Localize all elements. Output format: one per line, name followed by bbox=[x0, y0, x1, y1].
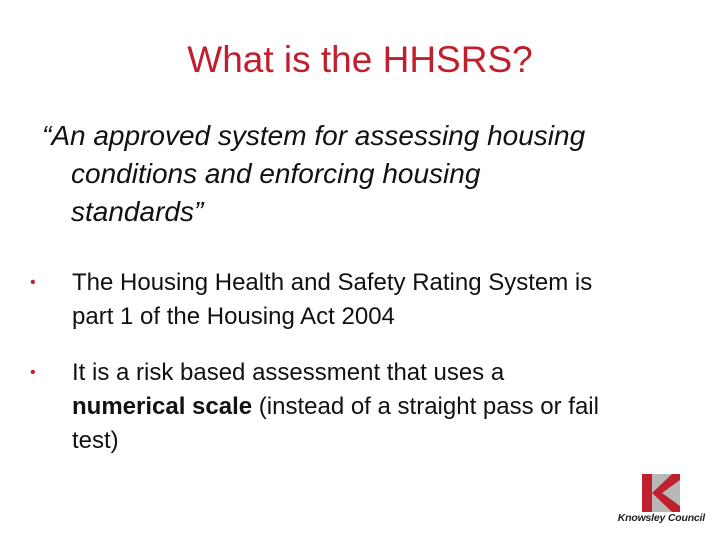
logo-text: Knowsley Council bbox=[617, 512, 705, 524]
bullet-text: part 1 of the Housing Act 2004 bbox=[72, 303, 395, 330]
bullet-item bbox=[30, 266, 700, 334]
logo-k-icon bbox=[642, 474, 680, 512]
emphasis-text: numerical scale bbox=[72, 393, 253, 420]
quote-line: “An approved system for assessing housing bbox=[42, 120, 586, 151]
bullet-text: The Housing Health and Safety Rating System is bbox=[72, 269, 593, 296]
council-logo bbox=[605, 472, 705, 528]
bullet-text: It is a risk based assessment that uses a bbox=[72, 359, 505, 386]
bullet-text bbox=[30, 390, 700, 424]
definition-quote bbox=[42, 117, 702, 231]
bullet-marker: • bbox=[30, 274, 36, 291]
bullet-text-rest: (instead of a straight pass or fail bbox=[252, 393, 599, 420]
bullet-text: test) bbox=[72, 427, 119, 454]
bullet-marker: • bbox=[30, 364, 36, 381]
quote-line: standards” bbox=[71, 196, 204, 227]
quote-line: conditions and enforcing housing bbox=[71, 158, 481, 189]
slide-title: What is the HHSRS? bbox=[187, 39, 533, 80]
bullet-item bbox=[30, 356, 700, 458]
